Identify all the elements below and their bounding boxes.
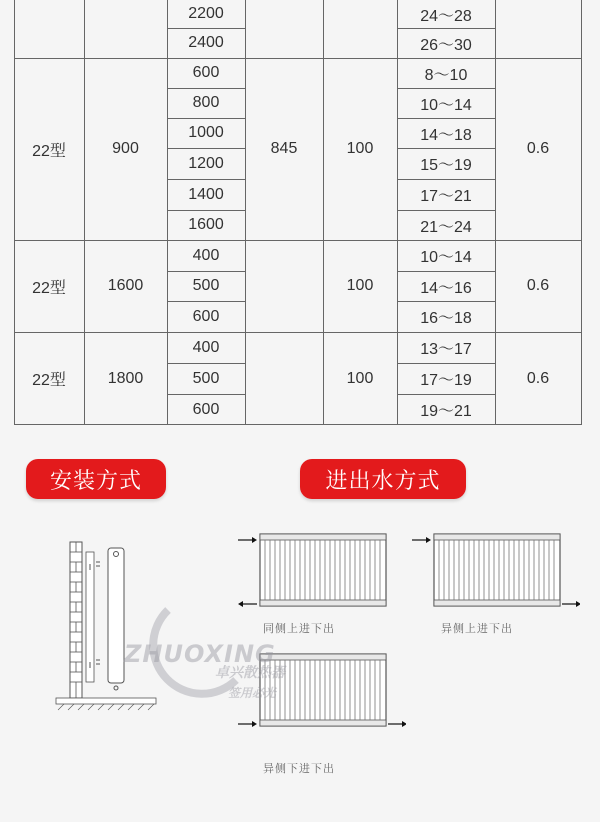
table-cell-area: 16～18	[420, 310, 472, 327]
brand-watermark-slogan: 签用必光	[228, 686, 277, 700]
table-cell-size: 600	[192, 400, 220, 418]
opposite-top-caption: 异侧上进下出	[441, 623, 513, 635]
table-cell-size: 2400	[188, 34, 224, 51]
table-cell-area: 26～30	[420, 36, 472, 54]
table-cell-area: 21～24	[420, 218, 472, 236]
table-cell-area: 15～19	[420, 157, 472, 174]
table-cell-pressure: 0.6	[526, 369, 550, 387]
table-cell-area: 19～21	[420, 403, 472, 420]
table-cell-area: 24～28	[420, 7, 472, 25]
table-cell-size: 1400	[188, 185, 224, 203]
radiator-body	[260, 534, 386, 606]
table-cell-size: 2200	[188, 5, 224, 22]
table-cell-size: 500	[192, 369, 220, 387]
table-cell-size: 500	[192, 277, 220, 294]
brand-watermark-cn: 卓兴散热器	[215, 665, 285, 681]
table-cell-height: 1600	[107, 277, 144, 294]
radiator-body	[434, 534, 560, 606]
table-cell-depth: 100	[346, 277, 374, 294]
flow-arrow-icon	[412, 537, 431, 543]
table-cell-height: 1800	[107, 369, 144, 387]
table-cell-area: 14～16	[420, 279, 472, 297]
table-cell-area: 17～21	[420, 188, 472, 205]
table-cell-pressure: 0.6	[526, 140, 550, 157]
opposite-bottom-caption: 异侧下进下出	[263, 763, 335, 775]
table-cell-area: 10～14	[420, 249, 472, 266]
brand-watermark-en: ZHUOXING	[124, 640, 276, 668]
table-cell-size: 800	[192, 94, 220, 111]
radiator-diagram-same-side	[236, 528, 406, 613]
water-inlet-outlet-title: 进出水方式	[300, 459, 466, 499]
table-cell-depth: 100	[346, 140, 374, 157]
table-cell-size: 1000	[188, 124, 224, 141]
table-cell-size: 600	[192, 307, 220, 325]
table-cell-pressure: 0.6	[526, 277, 550, 294]
table-cell-size: 400	[192, 246, 220, 264]
table-cell-area: 8～10	[424, 66, 468, 84]
table-cell-size: 400	[192, 338, 220, 356]
table-cell-center: 845	[270, 140, 298, 157]
table-cell-model: 22型	[32, 142, 66, 160]
flow-arrow-icon	[388, 721, 406, 727]
install-method-title: 安装方式	[26, 459, 166, 499]
table-cell-area: 10～14	[420, 96, 472, 114]
table-cell-depth: 100	[346, 369, 374, 387]
radiator-diagram-opposite-top	[410, 528, 580, 613]
flow-arrow-icon	[238, 721, 257, 727]
table-cell-size: 1600	[188, 216, 224, 233]
table-cell-model: 22型	[32, 279, 66, 297]
flow-arrow-icon	[238, 537, 257, 543]
table-cell-area: 13～17	[420, 341, 472, 358]
table-cell-model: 22型	[32, 372, 66, 389]
same-side-caption: 同侧上进下出	[263, 623, 335, 635]
table-cell-size: 1200	[188, 154, 224, 172]
table-cell-area: 17～19	[420, 372, 472, 389]
table-cell-area: 14～18	[420, 126, 472, 144]
flow-arrow-icon	[562, 601, 580, 607]
table-cell-size: 600	[192, 64, 220, 81]
table-cell-height: 900	[112, 140, 139, 157]
